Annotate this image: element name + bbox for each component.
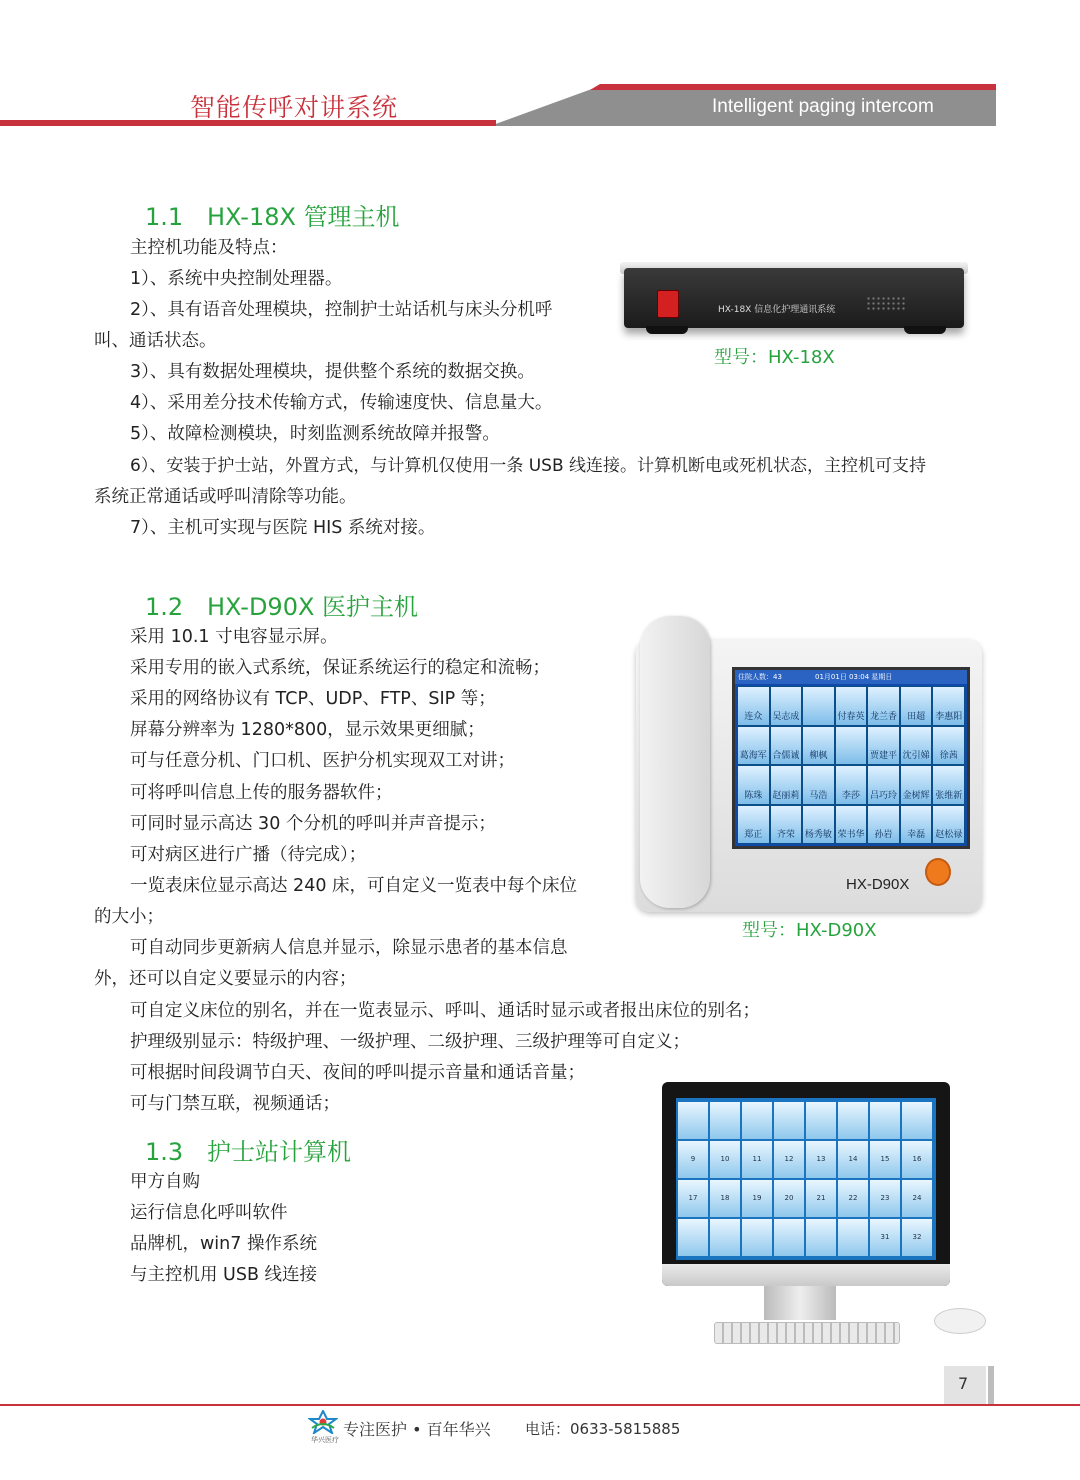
paragraph-line: 护理级别显示：特级护理、一级护理、二级护理、三级护理等可自定义； [130, 1032, 690, 1052]
monitor-bed-cell [870, 1102, 900, 1139]
bed-patient-name: 葛海军 [739, 751, 767, 761]
paragraph-line: 的大小； [94, 907, 164, 927]
bed-patient-name: 龙兰香 [870, 711, 898, 722]
paragraph-line: 主控机功能及特点： [130, 238, 288, 258]
monitor-screen [676, 1098, 936, 1260]
paragraph-line: 采用的网络协议有 TCP、UDP、FTP、SIP 等； [130, 689, 496, 709]
monitor-bed-cell [838, 1102, 868, 1139]
bed-cell[interactable] [932, 805, 965, 845]
monitor-stand [764, 1286, 836, 1320]
page-number: 7 [958, 1374, 969, 1393]
bed-patient-name: 李莎 [841, 790, 860, 801]
bed-patient-name: 陈珠 [744, 790, 763, 801]
call-button-icon [925, 858, 951, 886]
paragraph-line: 与主控机用 USB 线连接 [130, 1265, 318, 1285]
paragraph-line: 7）、主机可实现与医院 HIS 系统对接。 [130, 518, 436, 538]
paragraph-line: 2）、具有语音处理模块，控制护士站话机与床头分机呼 [130, 300, 553, 320]
bed-patient-name: 徐茜 [939, 751, 958, 761]
paragraph-line: 叫、通话状态。 [94, 331, 217, 351]
paragraph-line: 4）、采用差分技术传输方式，传输速度快、信息量大。 [130, 393, 553, 413]
paragraph-line: 一览表床位显示高达 240 床，可自定义一览表中每个床位 [130, 876, 578, 896]
section-number: 1.3 [145, 1138, 184, 1166]
monitor-chin [662, 1264, 950, 1286]
bed-cell[interactable] [835, 686, 868, 726]
paragraph-line: 运行信息化呼叫软件 [130, 1203, 288, 1223]
paragraph-line: 5）、故障检测模块，时刻监测系统故障并报警。 [130, 424, 500, 444]
hx18x-device-label: HX-18X 信息化护理通讯系统 [718, 305, 836, 315]
monitor-bed-cell: 31 [870, 1219, 900, 1256]
bed-patient-name: 赵松禄 [935, 830, 963, 840]
page-number-accent [988, 1366, 994, 1404]
handset-icon [640, 616, 710, 908]
huaxing-logo-icon [308, 1410, 338, 1434]
hxd90x-model-label: HX-D90X [846, 876, 910, 893]
paragraph-line: 采用 10.1 寸电容显示屏。 [130, 627, 338, 647]
footer-slogan: 专注医护 • 百年华兴 [343, 1420, 491, 1439]
paragraph-line: 6）、安装于护士站，外置方式，与计算机仅使用一条 USB 线连接。计算机断电或死机状态，主控机可支持 [130, 456, 927, 476]
bed-cell[interactable] [835, 726, 868, 766]
bed-patient-name: 田超 [907, 711, 926, 722]
bed-patient-name: 赵丽莉 [772, 790, 800, 801]
monitor-bed-cell [838, 1219, 868, 1256]
bed-patient-name: 贾建平 [870, 751, 898, 761]
bed-cell[interactable] [900, 765, 933, 805]
monitor-bed-cell: 32 [902, 1219, 932, 1256]
bed-cell[interactable] [900, 805, 933, 845]
bed-cell[interactable] [867, 686, 900, 726]
paragraph-line: 可根据时间段调节白天、夜间的呼叫提示音量和通话音量； [130, 1063, 585, 1083]
monitor-bed-cell: 13 [806, 1141, 836, 1178]
paragraph-line: 可自定义床位的别名，并在一览表显示、呼叫、通话时显示或者报出床位的别名； [130, 1001, 760, 1021]
speaker-grille-icon [866, 296, 906, 310]
bed-patient-name: 孙岩 [874, 830, 893, 840]
monitor-bed-cell [742, 1102, 772, 1139]
hx18x-caption: 型号：HX-18X [714, 347, 835, 368]
section-title: HX-18X 管理主机 [207, 203, 400, 231]
monitor-bed-cell: 20 [774, 1180, 804, 1217]
paragraph-line: 可同时显示高达 30 个分机的呼叫并声音提示； [130, 814, 496, 834]
monitor-bed-cell [774, 1102, 804, 1139]
screen-time: 01月01日 03:04 星期日 [815, 673, 893, 681]
monitor-bed-cell [902, 1102, 932, 1139]
bed-patient-name: 吕巧玲 [870, 790, 898, 801]
monitor-bed-cell: 17 [678, 1180, 708, 1217]
bed-patient-name: 合儒诚 [772, 751, 800, 761]
monitor-bed-cell: 23 [870, 1180, 900, 1217]
paragraph-line: 屏幕分辨率为 1280*800，显示效果更细腻； [130, 720, 485, 740]
keyboard-icon [714, 1322, 900, 1344]
monitor-bed-cell: 22 [838, 1180, 868, 1217]
bed-cell[interactable] [867, 765, 900, 805]
paragraph-line: 甲方自购 [130, 1172, 200, 1192]
monitor-bed-cell: 15 [870, 1141, 900, 1178]
bed-cell[interactable] [802, 686, 835, 726]
bed-patient-name: 李惠阳 [935, 711, 963, 722]
bed-cell[interactable] [737, 805, 770, 845]
monitor-bed-cell [774, 1219, 804, 1256]
monitor-bed-cell: 19 [742, 1180, 772, 1217]
section-title: 护士站计算机 [207, 1138, 351, 1166]
bed-cell[interactable] [900, 686, 933, 726]
bed-patient-name: 幸磊 [907, 830, 926, 840]
footer-phone: 电话：0633-5815885 [525, 1420, 681, 1438]
bed-grid [737, 686, 965, 844]
monitor-bed-cell [806, 1102, 836, 1139]
monitor-bed-cell: 12 [774, 1141, 804, 1178]
monitor-bed-cell: 18 [710, 1180, 740, 1217]
monitor-grid [678, 1102, 934, 1258]
screen-header: 住院人数：43 [738, 673, 782, 681]
section-1-2-heading [145, 587, 418, 622]
paragraph-line: 可将呼叫信息上传的服务器软件； [130, 783, 393, 803]
bed-cell[interactable] [932, 765, 965, 805]
monitor-bed-cell: 16 [902, 1141, 932, 1178]
bed-patient-name: 张维新 [935, 790, 963, 801]
bed-cell[interactable] [770, 765, 803, 805]
bed-cell[interactable] [867, 726, 900, 766]
monitor-bed-cell: 10 [710, 1141, 740, 1178]
paragraph-line: 1）、系统中央控制处理器。 [130, 269, 343, 289]
paragraph-line: 品牌机，win7 操作系统 [130, 1234, 317, 1254]
bed-cell[interactable] [802, 805, 835, 845]
bed-patient-name: 吴志成 [772, 711, 800, 722]
device-foot [904, 326, 946, 334]
header-title-english: Intelligent paging intercom [712, 96, 934, 117]
device-foot [646, 326, 688, 334]
bed-cell[interactable] [932, 686, 965, 726]
section-number: 1.2 [145, 593, 184, 621]
bed-cell[interactable] [867, 805, 900, 845]
bed-cell[interactable] [900, 726, 933, 766]
bed-cell[interactable] [737, 765, 770, 805]
bed-patient-name: 连众 [744, 711, 763, 722]
bed-cell[interactable] [770, 805, 803, 845]
bed-patient-name: 柳枫 [809, 751, 828, 761]
paragraph-line: 可与任意分机、门口机、医护分机实现双工对讲； [130, 751, 515, 771]
bed-cell[interactable] [835, 765, 868, 805]
monitor-bed-cell [678, 1219, 708, 1256]
bed-cell[interactable] [802, 726, 835, 766]
bed-cell[interactable] [835, 805, 868, 845]
monitor-bed-cell [742, 1219, 772, 1256]
bed-patient-name: 马浩 [809, 790, 828, 801]
monitor-bed-cell [678, 1102, 708, 1139]
monitor-bed-cell [806, 1219, 836, 1256]
paragraph-line: 外，还可以自定义要显示的内容； [94, 969, 357, 989]
bed-patient-name: 金树辉 [902, 790, 930, 801]
header-title: 智能传呼对讲系统 [190, 93, 399, 122]
monitor-bed-cell: 24 [902, 1180, 932, 1217]
paragraph-line: 系统正常通话或呼叫清除等功能。 [94, 487, 357, 507]
monitor-bed-cell [710, 1102, 740, 1139]
bed-cell[interactable] [737, 686, 770, 726]
monitor-bed-cell [710, 1219, 740, 1256]
monitor-bed-cell: 21 [806, 1180, 836, 1217]
section-number: 1.1 [145, 203, 184, 231]
bed-patient-name: 荣书华 [837, 830, 865, 840]
section-title: HX-D90X 医护主机 [207, 593, 419, 621]
paragraph-line: 可对病区进行广播（待完成）； [130, 845, 367, 865]
footer-rule [0, 1404, 1080, 1406]
bed-cell[interactable] [770, 726, 803, 766]
paragraph-line: 采用专用的嵌入式系统，保证系统运行的稳定和流畅； [130, 658, 550, 678]
bed-patient-name: 付春英 [837, 711, 865, 722]
bed-patient-name: 沈引娣 [902, 751, 930, 761]
bed-cell[interactable] [737, 726, 770, 766]
bed-cell[interactable] [770, 686, 803, 726]
mouse-icon [934, 1308, 986, 1334]
bed-cell[interactable] [932, 726, 965, 766]
bed-cell[interactable] [802, 765, 835, 805]
bed-patient-name: 齐荣 [776, 830, 795, 840]
section-1-3-heading [145, 1132, 351, 1167]
bed-patient-name: 郑正 [744, 830, 763, 840]
logo-text: 华兴医疗 [311, 1436, 339, 1444]
bed-patient-name: 杨秀敏 [804, 830, 832, 840]
paragraph-line: 可自动同步更新病人信息并显示，除显示患者的基本信息 [130, 938, 568, 958]
hxd90x-caption: 型号：HX-D90X [742, 920, 877, 941]
monitor-bed-cell: 9 [678, 1141, 708, 1178]
monitor-bed-cell: 14 [838, 1141, 868, 1178]
power-switch-icon [657, 290, 679, 318]
section-1-1-heading [145, 197, 400, 232]
hxd90x-screen [732, 667, 970, 849]
paragraph-line: 可与门禁互联，视频通话； [130, 1094, 340, 1114]
monitor-bed-cell: 11 [742, 1141, 772, 1178]
paragraph-line: 3）、具有数据处理模块，提供整个系统的数据交换。 [130, 362, 535, 382]
